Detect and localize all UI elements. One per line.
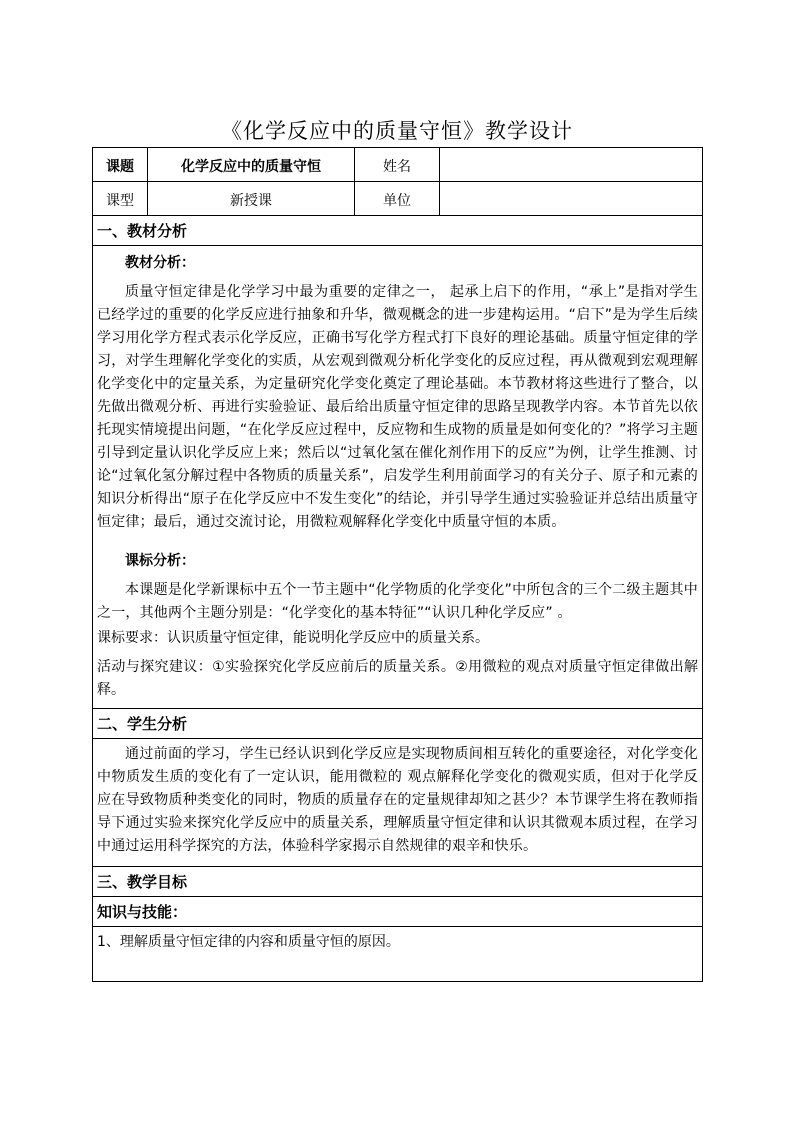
type-value: 新授课 xyxy=(148,182,355,216)
section3-subheading-row xyxy=(93,897,703,927)
unit-label: 单位 xyxy=(355,182,440,216)
topic-label: 课题 xyxy=(93,148,148,182)
topic-value: 化学反应中的质量守恒 xyxy=(148,148,355,182)
section3-heading: 三、教学目标 xyxy=(93,867,703,897)
student-analysis-text: 通过前面的学习，学生已经认识到化学反应是实现物质间相互转化的重要途径，对化学变化中物质发生质的变化有了一定认识，能用微粒的 观点解释化学变化的微观实质，但对于化学反应在导致物质种类变化的同时，物质的质量存在的定量规律却知之甚少？本节课学生将在教师指导下通过实验来探究化学反应中的质量关系，理解质量守恒定律和认识其微观本质过程，在学习中通过运用科学探究的方法，体验科学家揭示自然规律的艰辛和快乐。 xyxy=(97,746,698,854)
section2-body xyxy=(93,739,703,867)
curriculum-analysis-heading: 课标分析： xyxy=(125,553,195,569)
section1-heading: 一、教材分析 xyxy=(93,216,703,246)
section1-body-row xyxy=(93,246,703,709)
name-label: 姓名 xyxy=(355,148,440,182)
lesson-plan-table xyxy=(92,147,703,982)
section3-heading-row xyxy=(93,867,703,897)
section2-heading-row xyxy=(93,709,703,739)
name-value xyxy=(440,148,703,182)
curriculum-requirement-text: 课标要求：认识质量守恒定律，能说明化学反应中的质量关系。 xyxy=(97,630,489,646)
section3-body-row xyxy=(93,927,703,982)
section2-body-row xyxy=(93,739,703,867)
section1-heading-row xyxy=(93,216,703,246)
info-row-topic xyxy=(93,148,703,182)
knowledge-skills-heading: 知识与技能： xyxy=(93,897,703,927)
objective-item-1: 1、理解质量守恒定律的内容和质量守恒的原因。 xyxy=(97,934,400,950)
activity-suggestion-text: 活动与探究建议：①实验探究化学反应前后的质量关系。②用微粒的观点对质量守恒定律做出解释。 xyxy=(97,659,698,698)
section2-heading: 二、学生分析 xyxy=(93,709,703,739)
textbook-analysis-text: 质量守恒定律是化学学习中最为重要的定律之一， 起承上启下的作用，“承上”是指对学生已经学过的重要的化学反应进行抽象和升华，微观概念的进一步建构运用。“启下”是为学生后续学习用化学方程式表示化学反应，正确书写化学方程式打下良好的理论基础。质量守恒定律的学习，对学生理解化学变化的实质，从宏观到微观分析化学变化的反应过程，再从微观到宏观理解化学变化中的定量关系，为定量研究化学变化奠定了理论基础。本节教材将这些进行了整合，以先做出微观分析、再进行实验验证、最后给出质量守恒定律的思路呈现教学内容。本节首先以依托现实情境提出问题，“在化学反应过程中，反应物和生成物的质量是如何变化的？”将学习主题引导到定量认识化学反应上来；然后以“过氧化氢在催化剂作用下的反应”为例，让学生推测、讨论“过氧化氢分解过程中各物质的质量关系”，启发学生利用前面学习的有关分子、原子和元素的知识分析得出“原子在化学反应中不发生变化”的结论，并引导学生通过实验验证并总结出质量守恒定律；最后，通过交流讨论，用微粒观解释化学变化中质量守恒的本质。 xyxy=(97,284,698,530)
textbook-analysis-heading: 教材分析： xyxy=(125,255,195,271)
type-label: 课型 xyxy=(93,182,148,216)
section3-body xyxy=(93,927,703,982)
unit-value xyxy=(440,182,703,216)
curriculum-analysis-text: 本课题是化学新课标中五个一节主题中“化学物质的化学变化”中所包含的三个二级主题其中之一，其他两个主题分别是：“化学变化的基本特征”“认识几种化学反应” 。 xyxy=(97,582,698,621)
document-title: 《化学反应中的质量守恒》教学设计 xyxy=(221,119,573,143)
section1-body xyxy=(93,246,703,709)
info-row-type xyxy=(93,182,703,216)
